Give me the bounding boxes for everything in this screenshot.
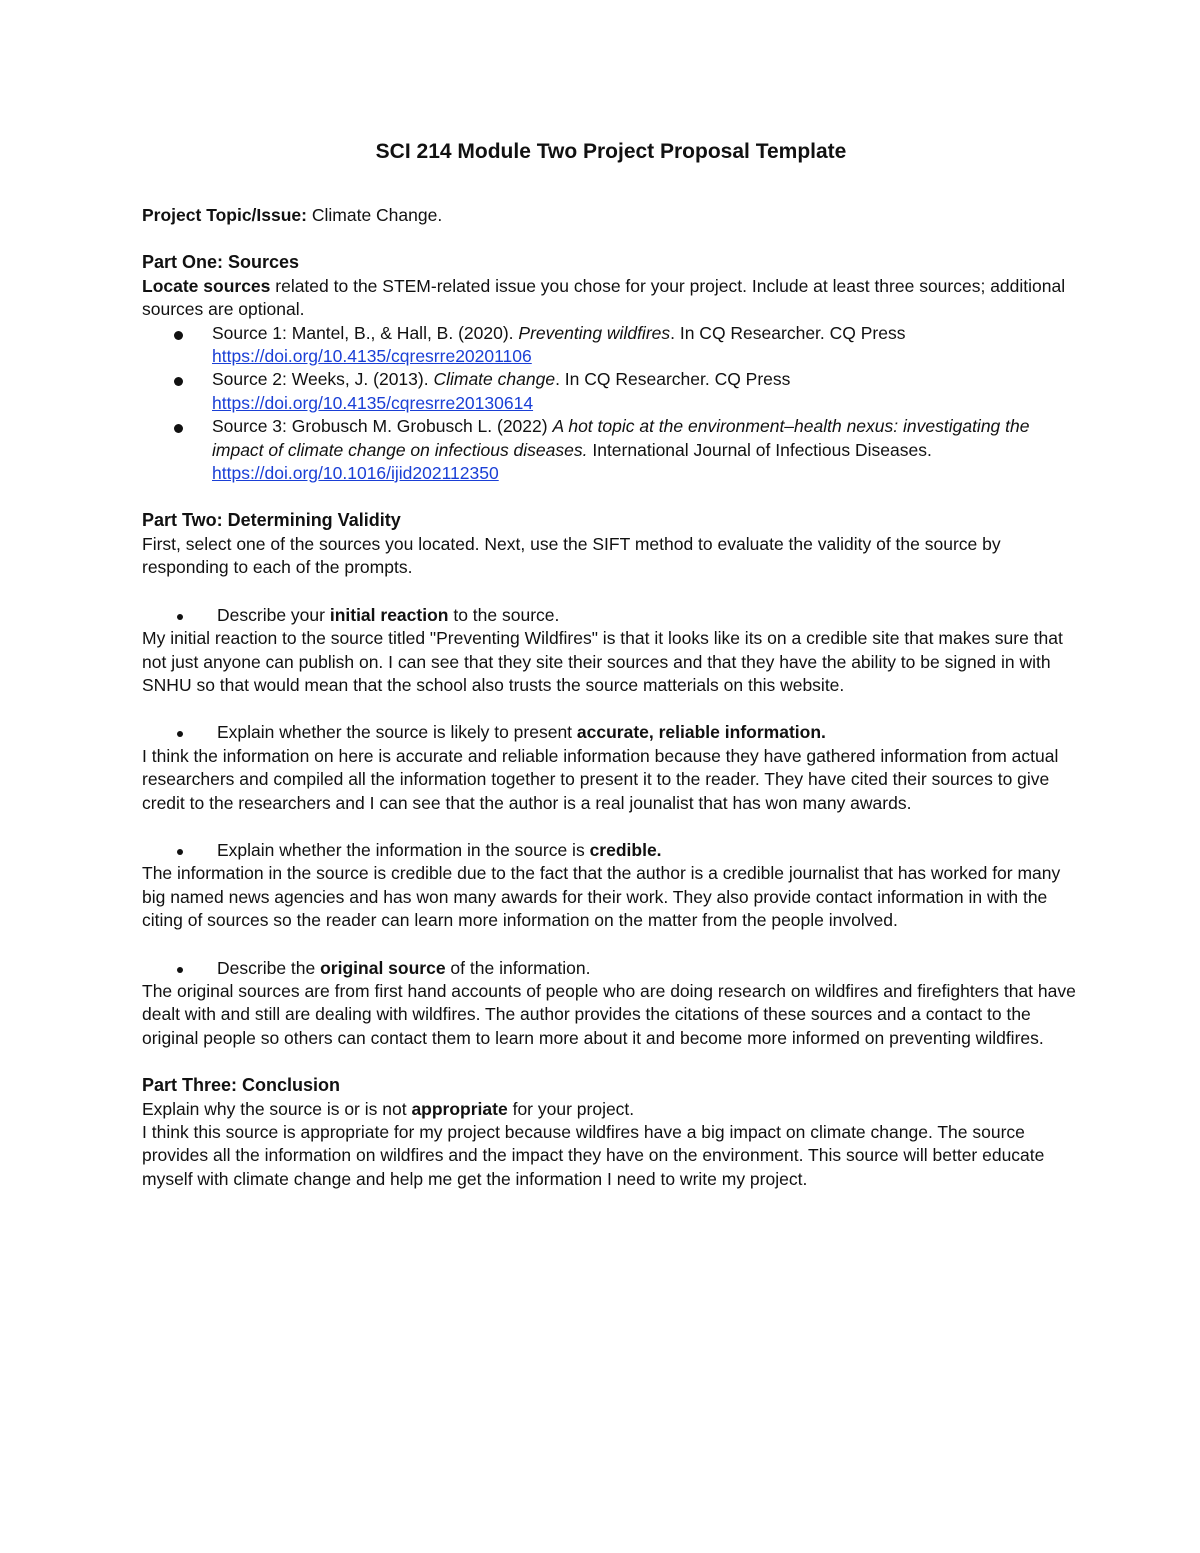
part-one-intro-bold: Locate sources	[142, 275, 271, 296]
source-2-suffix: . In CQ Researcher. CQ Press	[555, 369, 791, 390]
bullet-icon	[174, 377, 183, 386]
part-two-intro: First, select one of the sources you located. Next, use the SIFT method to evaluate the validity of the source by responding to each of the prompts.	[142, 533, 1001, 578]
part-one-heading: Part One: Sources	[142, 252, 300, 273]
prompt-text: for your project.	[507, 1098, 635, 1119]
prompt-initial-reaction	[142, 604, 1080, 627]
answer-original-source: The original sources are from first hand accounts of people who are doing research on wildfires and firefighters that have dealt with and still are dealing with wildfires. The author provides the citations of these sources and a contact to the original people so others can contact them to learn more about it and become more informed on preventing wildfires.	[142, 980, 1076, 1048]
source-2-link[interactable]: https://doi.org/10.4135/cqresrre20130614	[212, 392, 534, 413]
source-1-title: Preventing wildfires	[518, 322, 671, 343]
prompt-text: Explain why the source is or is not	[142, 1098, 412, 1119]
prompt-original-source	[142, 957, 1080, 980]
source-2-title: Climate change	[433, 369, 556, 390]
bullet-icon	[174, 331, 183, 340]
prompt-keyword: initial reaction	[329, 604, 449, 625]
part-two-heading: Part Two: Determining Validity	[142, 510, 401, 531]
bullet-icon	[177, 614, 183, 620]
source-2-prefix: Source 2: Weeks, J. (2013).	[212, 369, 434, 390]
source-list	[142, 322, 1080, 486]
source-3-prefix: Source 3: Grobusch M. Grobusch L. (2022)	[212, 416, 553, 437]
prompt-credible	[142, 839, 1080, 862]
part-three-prompt	[142, 1098, 1080, 1121]
part-three-answer: I think this source is appropriate for my project because wildfires have a big impact on climate change. The source provides all the information on wildfires and the impact they have on the environment. This source will better educate myself with climate change and help me get the information I need to write my project.	[142, 1122, 1045, 1189]
prompt-text: Describe your	[217, 604, 330, 625]
document-title: SCI 214 Module Two Project Proposal Template	[375, 140, 847, 163]
project-topic-value: Climate Change.	[307, 205, 443, 225]
source-1-link[interactable]: https://doi.org/10.4135/cqresrre20201106	[212, 346, 532, 367]
prompt-text: to the source.	[448, 604, 560, 625]
prompt-text: Describe the	[217, 957, 321, 978]
prompt-keyword: original source	[320, 957, 446, 978]
bullet-icon	[177, 967, 183, 973]
source-1-prefix: Source 1: Mantel, B., & Hall, B. (2020).	[212, 322, 519, 343]
source-item-3	[212, 415, 1080, 485]
prompt-text: Explain whether the source is likely to present	[217, 722, 577, 743]
source-3-suffix: International Journal of Infectious Diseases.	[587, 439, 932, 460]
bullet-icon	[177, 849, 183, 855]
bullet-icon	[174, 424, 183, 433]
answer-initial-reaction: My initial reaction to the source titled "Preventing Wildfires" is that it looks like its on a credible site that makes sure that not just anyone can publish on. I can see that they site their sources and that they have the ability to be signed in with SNHU so that would mean that the school also trusts the source matterials on this website.	[142, 628, 1063, 695]
source-item-2	[212, 368, 1080, 415]
source-3-title: A hot topic at the environment–health nexus: investigating the impact of climate change on infectious diseases.	[212, 416, 1030, 460]
source-item-1	[212, 322, 1080, 369]
part-three-heading: Part Three: Conclusion	[142, 1075, 341, 1096]
prompt-keyword: accurate, reliable information.	[576, 722, 826, 743]
prompt-text: Explain whether the information in the source is	[217, 839, 590, 860]
project-topic	[142, 204, 1080, 227]
part-one-intro	[142, 275, 1080, 322]
project-topic-label: Project Topic/Issue:	[142, 205, 307, 225]
answer-credible: The information in the source is credible due to the fact that the author is a credible journalist that has worked for many big named news agencies and has won many awards for their work. They also provide contact information in with the citing of sources so the reader can learn more information on the matter from the people involved.	[142, 863, 1061, 931]
prompt-keyword: appropriate	[411, 1098, 508, 1119]
answer-accurate-reliable: I think the information on here is accurate and reliable information because they have gathered information from actual researchers and compiled all the information together to present it to the reader. They have cited their sources to give credit to the researchers and I can see that the author is a real jounalist that has won many awards.	[142, 745, 1059, 813]
source-1-suffix: . In CQ Researcher. CQ Press	[670, 322, 906, 343]
source-3-link[interactable]: https://doi.org/10.1016/ijid202112350	[212, 463, 499, 484]
prompt-accurate-reliable	[142, 721, 1080, 744]
prompt-text: of the information.	[445, 957, 591, 978]
part-one-intro-text: related to the STEM-related issue you chose for your project. Include at least three sources; additional sources are optional.	[142, 275, 1066, 320]
prompt-keyword: credible.	[589, 839, 662, 860]
bullet-icon	[177, 731, 183, 737]
